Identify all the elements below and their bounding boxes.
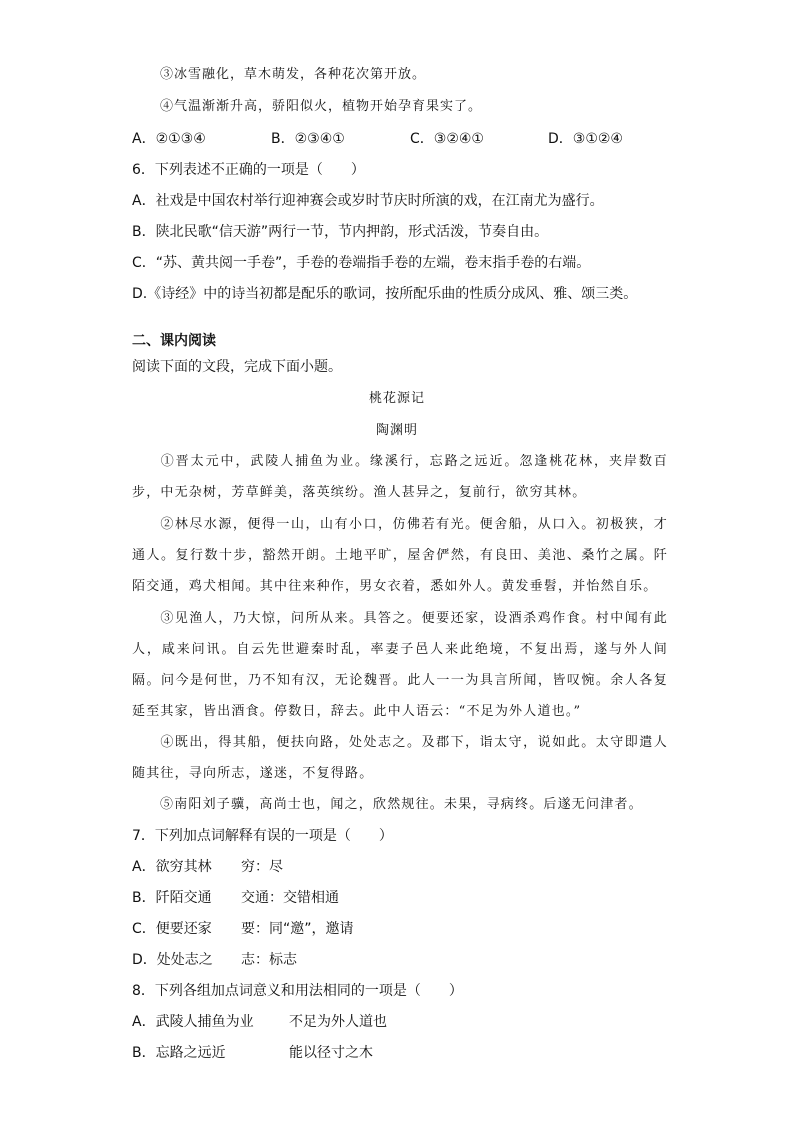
- q8-option-a-left: A．武陵人捕鱼为业: [132, 1014, 254, 1030]
- passage-paragraph-5: [132, 789, 668, 820]
- reading-instruction: 阅读下面的文段，完成下面小题。: [132, 359, 342, 375]
- q5-option-d: D．③①②④: [548, 131, 623, 147]
- q7-gloss-b: 交通：交错相通: [241, 890, 339, 906]
- q5-option-b: B．②③④①: [271, 131, 345, 147]
- q7-stem: 7．下列加点词解释有误的一项是（ ）: [132, 828, 393, 844]
- q7-option-c: C．便要还家: [132, 921, 212, 937]
- section-heading: 二、课内阅读: [132, 333, 216, 349]
- q8-option-b-left: B．忘路之远近: [132, 1045, 226, 1061]
- passage-paragraph-4: [132, 727, 668, 789]
- q7-gloss-a: 穷：尽: [241, 859, 283, 875]
- q5-item-4: ④气温渐渐升高，骄阳似火，植物开始孕育果实了。: [160, 99, 483, 114]
- q7-gloss-c: 要：同“邀”，邀请: [241, 921, 354, 937]
- q5-item-3: ③冰雪融化，草木萌发，各种花次第开放。: [160, 67, 427, 82]
- passage-title: 桃花源记: [368, 391, 425, 406]
- paragraph-text: ⑤南阳刘子骥，高尚士也，闻之，欣然规往。未果，寻病终。后遂无问津者。: [160, 797, 643, 812]
- q6-option-d: D.《诗经》中的诗当初都是配乐的歌词，按所配乐曲的性质分成风、雅、颂三类。: [132, 286, 638, 302]
- q6-stem: 6．下列表述不正确的一项是（ ）: [132, 162, 365, 178]
- q7-option-d: D．处处志之: [132, 952, 213, 968]
- passage-author: 陶渊明: [375, 423, 418, 438]
- q7-option-a: A．欲穷其林: [132, 859, 212, 875]
- q8-option-b-right: 能以径寸之木: [289, 1045, 373, 1061]
- passage-paragraph-1: [132, 446, 668, 508]
- q5-option-c: C．③②④①: [410, 131, 484, 147]
- paragraph-text: ②林尽水源，便得一山，山有小口，仿佛若有光。便舍船，从口入。初极狭，才通人。复行数十步，豁然开朗。土地平旷，屋舍俨然，有良田、美池、桑竹之属。阡陌交通，鸡犬相闻。其中往来种作，男女衣着，悉如外人。黄发垂髫，并怡然自乐。: [132, 517, 668, 594]
- passage-paragraph-2: [132, 509, 668, 602]
- paragraph-text: ④既出，得其船，便扶向路，处处志之。及郡下，诣太守，说如此。太守即遣人随其往，寻向所志，遂迷，不复得路。: [132, 735, 668, 781]
- paragraph-text: ③见渔人，乃大惊，问所从来。具答之。便要还家，设酒杀鸡作食。村中闻有此人，咸来问讯。自云先世避秦时乱，率妻子邑人来此绝境，不复出焉，遂与外人间隔。问今是何世，乃不知有汉，无论魏晋。此人一一为具言所闻，皆叹惋。余人各复延至其家，皆出酒食。停数日，辞去。此中人语云：“不足为外人道也。”: [132, 611, 668, 719]
- q6-option-c: C．“苏、黄共阅一手卷”，手卷的卷端指手卷的左端，卷末指手卷的右端。: [132, 255, 591, 271]
- q7-option-b: B．阡陌交通: [132, 890, 212, 906]
- q6-option-b: B．陕北民歌“信天游”两行一节，节内押韵，形式活泼，节奏自由。: [132, 224, 549, 240]
- q7-gloss-d: 志：标志: [241, 952, 297, 968]
- passage-paragraph-3: [132, 603, 668, 727]
- q5-option-a: A．②①③④: [132, 131, 206, 147]
- q8-stem: 8．下列各组加点词意义和用法相同的一项是（ ）: [132, 983, 463, 999]
- q6-option-a: A．社戏是中国农村举行迎神赛会或岁时节庆时所演的戏，在江南尤为盛行。: [132, 193, 604, 209]
- paragraph-text: ①晋太元中，武陵人捕鱼为业。缘溪行，忘路之远近。忽逢桃花林，夹岸数百步，中无杂树，芳草鲜美，落英缤纷。渔人甚异之，复前行，欲穷其林。: [132, 454, 668, 500]
- q8-option-a-right: 不足为外人道也: [289, 1014, 387, 1030]
